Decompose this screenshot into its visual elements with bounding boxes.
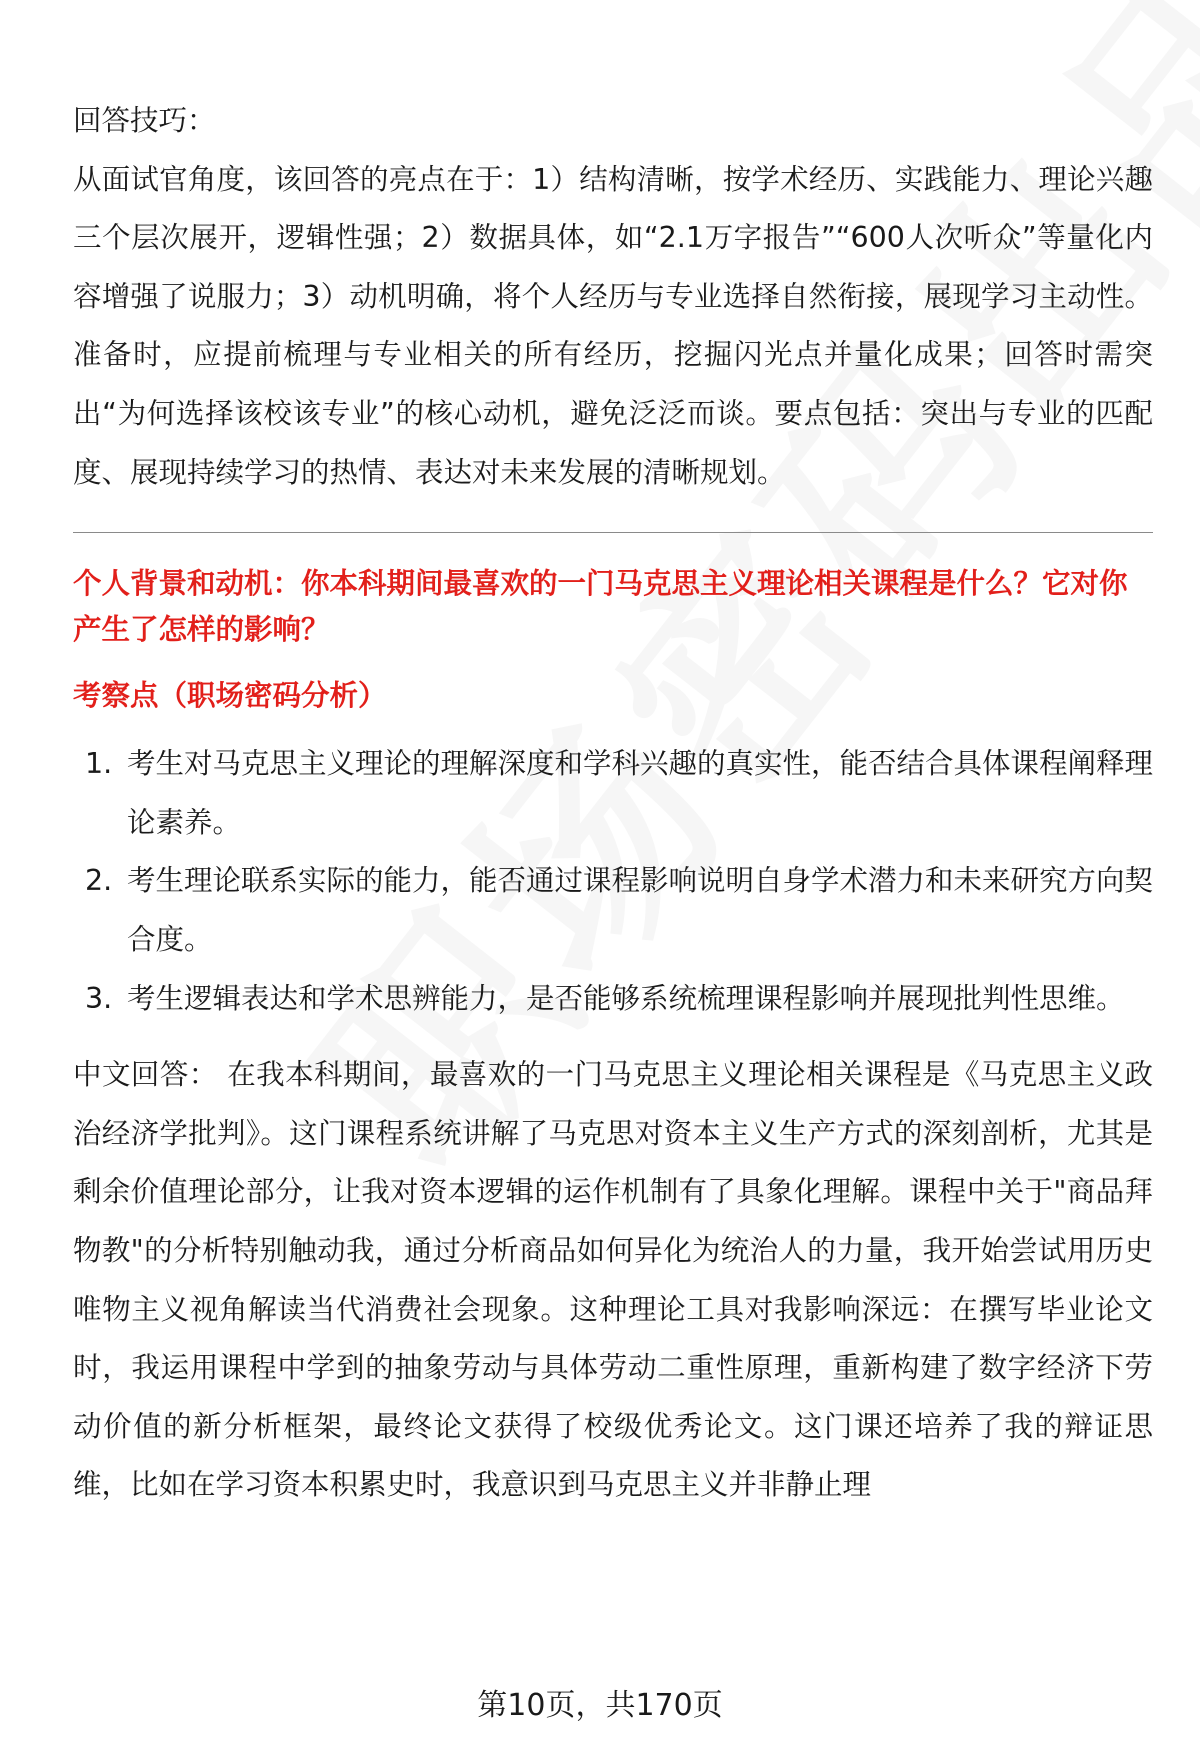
focus-heading: 考察点（职场密码分析） [73, 679, 387, 713]
tips-body: 从面试官角度，该回答的亮点在于：1）结构清晰，按学术经历、实践能力、理论兴趣三个层次展开，逻辑性强；2）数据具体，如“2.1万字报告”“600人次听众”等量化内容增强了说服力；3）动机明确，将个人经历与专业选择自然衔接，展现学习主动性。准备时，应提前梳理与专业相关的所有经历，挖掘闪光点并量化成果；回答时需突出“为何选择该校该专业”的核心动机，避免泛泛而谈。要点包括：突出与专业的匹配度、展现持续学习的热情、表达对未来发展的清晰规划。 [73, 162, 1153, 489]
list-item [73, 735, 1153, 852]
list-text: 考生逻辑表达和学术思辨能力，是否能够系统梳理课程影响并展现批判性思维。 [127, 981, 1125, 1015]
list-text: 考生对马克思主义理论的理解深度和学科兴趣的真实性，能否结合具体课程阐释理论素养。 [127, 747, 1154, 839]
list-number: 3. [85, 981, 113, 1015]
question-title: 个人背景和动机：你本科期间最喜欢的一门马克思主义理论相关课程是什么？它对你产生了怎样的影响？ [73, 567, 1128, 647]
document-page [73, 92, 1153, 1515]
list-item [73, 852, 1153, 969]
chinese-answer: 中文回答： 在我本科期间，最喜欢的一门马克思主义理论相关课程是《马克思主义政治经济学批判》。这门课程系统讲解了马克思对资本主义生产方式的深刻剖析，尤其是剩余价值理论部分，让我对资本逻辑的运作机制有了具象化理解。课程中关于"商品拜物教"的分析特别触动我，通过分析商品如何异化为统治人的力量，我开始尝试用历史唯物主义视角解读当代消费社会现象。这种理论工具对我影响深远：在撰写毕业论文时，我运用课程中学到的抽象劳动与具体劳动二重性原理，重新构建了数字经济下劳动价值的新分析框架，最终论文获得了校级优秀论文。这门课还培养了我的辩证思维，比如在学习资本积累史时，我意识到马克思主义并非静止理 [73, 1058, 1153, 1502]
focus-points-list [73, 735, 1153, 1028]
list-number: 1. [85, 747, 113, 781]
page-number: 第10页，共170页 [477, 1688, 723, 1723]
section-divider [73, 532, 1153, 533]
list-text: 考生理论联系实际的能力，能否通过课程影响说明自身学术潜力和未来研究方向契合度。 [127, 864, 1154, 956]
list-item [73, 970, 1153, 1029]
tips-heading: 回答技巧： [73, 104, 216, 137]
list-number: 2. [85, 864, 113, 898]
